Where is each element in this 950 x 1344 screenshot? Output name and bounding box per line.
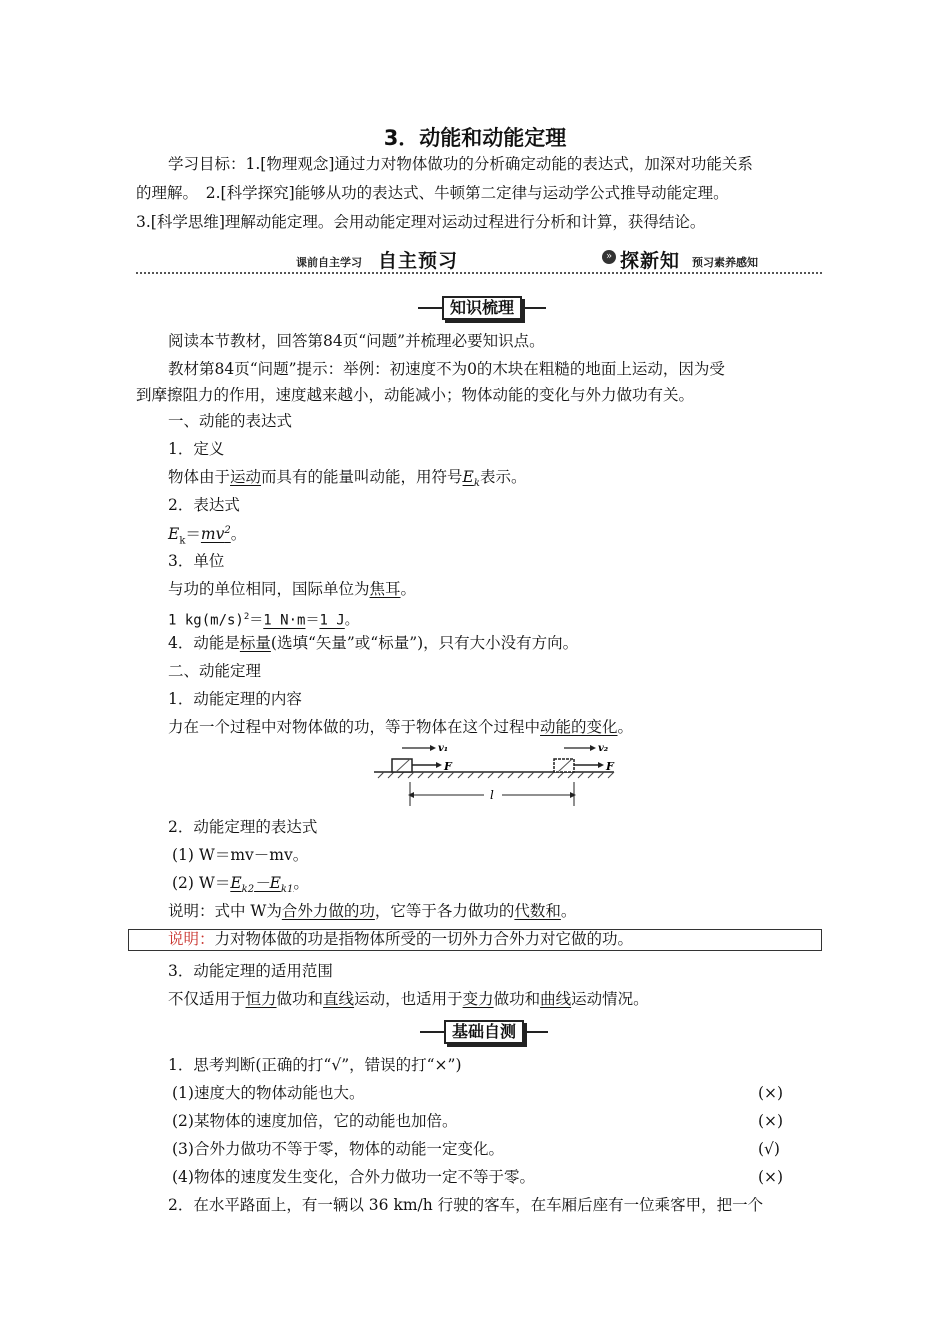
text-span: 做功和 xyxy=(493,990,541,1008)
judge-text: (4)物体的速度发生变化，合外力做功一定不等于零。 xyxy=(172,1168,535,1186)
superscript: 2 xyxy=(243,612,250,622)
formula-1: (1) W＝mv－mv。 xyxy=(172,846,309,864)
v2-arrowhead xyxy=(590,745,596,751)
answer-variable-force: 变力 xyxy=(462,990,494,1008)
note-box-text xyxy=(168,928,822,950)
block-initial xyxy=(392,759,412,772)
question-1: 1．思考判断(正确的打“√”，错误的打“×”) xyxy=(168,1056,462,1074)
judge-mark: (×) xyxy=(758,1112,784,1130)
section-banner xyxy=(136,246,822,274)
explanation-line xyxy=(168,900,822,922)
definition-line xyxy=(168,466,822,495)
answer-one-joule: 1 J xyxy=(319,612,345,629)
tag-rule-left xyxy=(420,1031,444,1033)
heading-unit: 3．单位 xyxy=(168,552,225,570)
symbol-sub: k1 xyxy=(280,884,294,896)
text-span: 。 xyxy=(400,580,417,598)
label-f2: F xyxy=(606,760,614,773)
text-span: 。 xyxy=(230,525,247,544)
symbol-sub: k xyxy=(179,535,186,547)
text-span: 。 xyxy=(293,874,309,892)
heading-theorem-expression: 2．动能定理的表达式 xyxy=(168,818,318,836)
hint-line-1: 教材第84页“问题”提示：举例：初速度不为0的木块在粗糙的地面上运动，因为受 xyxy=(168,360,725,378)
hint-line-2: 到摩擦阻力的作用，速度越来越小，动能减小；物体动能的变化与外力做功有关。 xyxy=(136,386,695,404)
judge-item-4 xyxy=(172,1166,822,1188)
unit-conversion-line xyxy=(168,606,822,632)
equals-sign: ＝ xyxy=(185,525,201,544)
answer-joule: 焦耳 xyxy=(369,580,401,598)
judge-text: (1)速度大的物体动能也大。 xyxy=(172,1084,365,1102)
banner-right-text: 预习素养感知 xyxy=(692,256,758,269)
answer-kinetic-change: 动能的变化 xyxy=(540,718,618,736)
text-span: (选填“矢量”或“标量”)，只有大小没有方向。 xyxy=(270,634,579,652)
text-span: 而具有的能量叫动能，用符号 xyxy=(261,468,463,486)
section-knowledge-label: 知识梳理 xyxy=(442,296,522,320)
text-span: ，它等于各力做功的 xyxy=(374,902,515,920)
objectives-line-3: 3.[科学思维]理解动能定理。会用动能定理对运动过程进行分析和计算，获得结论。 xyxy=(136,213,706,231)
heading-kinetic-expression: 一、动能的表达式 xyxy=(168,412,293,430)
judge-mark: (√) xyxy=(758,1140,780,1158)
label-l: l xyxy=(490,788,494,802)
banner-left-text: 课前自主学习 xyxy=(296,256,362,269)
label-f1: F xyxy=(444,760,452,773)
text-span: 运动情况。 xyxy=(571,990,649,1008)
l-arrowhead-right xyxy=(570,792,576,798)
answer-motion: 运动 xyxy=(230,468,262,486)
text-span: 说明：式中 W为 xyxy=(168,902,282,920)
f2-arrowhead xyxy=(598,762,604,768)
section-selftest-tag xyxy=(420,1020,548,1044)
answer-straight-line: 直线 xyxy=(323,990,355,1008)
symbol-sub: k xyxy=(473,478,480,490)
tag-rule-right xyxy=(524,1031,548,1033)
mv-text: mv xyxy=(200,525,225,544)
heading-definition: 1．定义 xyxy=(168,440,225,458)
judge-mark: (×) xyxy=(758,1084,784,1102)
note-text: 力对物体做的功是指物体所受的一切外力合外力对它做的功。 xyxy=(214,930,634,948)
expression-line xyxy=(168,520,822,552)
heading-theorem-content: 1．动能定理的内容 xyxy=(168,690,302,708)
note-label: 说明： xyxy=(168,930,215,948)
banner-main-right: 探新知 xyxy=(620,250,681,272)
answer-symbol xyxy=(462,468,480,490)
page-title: 3．动能和动能定理 xyxy=(383,126,567,150)
judge-item-2 xyxy=(172,1110,822,1132)
judge-text: (2)某物体的速度加倍，它的动能也加倍。 xyxy=(172,1112,458,1130)
banner-arrow-icon: » xyxy=(602,250,616,264)
label-v1: v₁ xyxy=(438,743,449,754)
judge-mark: (×) xyxy=(758,1168,784,1186)
text-span: 运动，也适用于 xyxy=(354,990,463,1008)
text-span: 。 xyxy=(617,718,634,736)
answer-constant-force: 恒力 xyxy=(245,990,277,1008)
symbol-e: E xyxy=(168,525,180,544)
text-span: (2) W＝ xyxy=(172,874,231,892)
block-final xyxy=(554,759,574,772)
theorem-content-line xyxy=(168,716,822,738)
section-selftest-label: 基础自测 xyxy=(444,1020,524,1044)
objectives-line-1: 学习目标：1.[物理观念]通过力对物体做功的分析确定动能的表达式，加深对功能关系 xyxy=(168,155,753,173)
motion-diagram xyxy=(374,742,624,810)
answer-net-work: 合外力做的功 xyxy=(281,902,375,920)
answer-ek2-ek1 xyxy=(230,874,294,896)
heading-theorem: 二、动能定理 xyxy=(168,662,262,680)
l-arrowhead-left xyxy=(408,792,414,798)
text-span: 表示。 xyxy=(479,468,527,486)
v1-arrowhead xyxy=(430,745,436,751)
text-span: 1 kg(m/s) xyxy=(168,612,244,629)
banner-divider xyxy=(136,272,822,274)
symbol-e: E xyxy=(230,874,242,892)
minus-e: －E xyxy=(254,874,281,892)
read-instruction: 阅读本节教材，回答第84页“问题”并梳理必要知识点。 xyxy=(168,332,545,350)
answer-newton-meter: 1 N·m xyxy=(263,612,306,629)
text-span: 4．动能是 xyxy=(168,634,240,652)
section-knowledge-tag xyxy=(418,296,546,320)
judge-item-1 xyxy=(172,1082,822,1104)
text-span: 物体由于 xyxy=(168,468,231,486)
banner-main-left: 自主预习 xyxy=(378,250,459,272)
judge-text: (3)合外力做功不等于零，物体的动能一定变化。 xyxy=(172,1140,504,1158)
text-span: 。 xyxy=(560,902,577,920)
symbol-e: E xyxy=(462,468,474,486)
label-v2: v₂ xyxy=(598,743,609,754)
heading-scope: 3．动能定理的适用范围 xyxy=(168,962,333,980)
tag-rule-left xyxy=(418,307,442,309)
text-span: 不仅适用于 xyxy=(168,990,246,1008)
text-span: 做功和 xyxy=(276,990,324,1008)
answer-scalar: 标量 xyxy=(239,634,271,652)
answer-mv2 xyxy=(201,525,231,543)
text-span: 。 xyxy=(344,612,359,629)
judge-item-3 xyxy=(172,1138,822,1160)
objectives-line-2: 的理解。 2.[科学探究]能够从功的表达式、牛顿第二定律与运动学公式推导动能定理。 xyxy=(136,184,729,202)
equals-sign: ＝ xyxy=(305,612,320,629)
answer-curve: 曲线 xyxy=(540,990,572,1008)
scope-line xyxy=(168,988,822,1010)
equals-sign: ＝ xyxy=(249,612,264,629)
text-span: 与功的单位相同，国际单位为 xyxy=(168,580,370,598)
question-2: 2．在水平路面上，有一辆以 36 km/h 行驶的客车，在车厢后座有一位乘客甲，把一个 xyxy=(168,1196,764,1214)
scalar-line xyxy=(168,632,822,654)
tag-rule-right xyxy=(522,307,546,309)
superscript: 2 xyxy=(224,525,231,536)
formula-2 xyxy=(172,872,822,901)
f1-arrowhead xyxy=(436,762,442,768)
text-span: 力在一个过程中对物体做的功，等于物体在这个过程中 xyxy=(168,718,541,736)
unit-line xyxy=(168,578,822,600)
symbol-sub: k2 xyxy=(241,884,255,896)
ground-hatch xyxy=(378,772,614,778)
heading-expression: 2．表达式 xyxy=(168,496,240,514)
answer-algebraic-sum: 代数和 xyxy=(514,902,561,920)
